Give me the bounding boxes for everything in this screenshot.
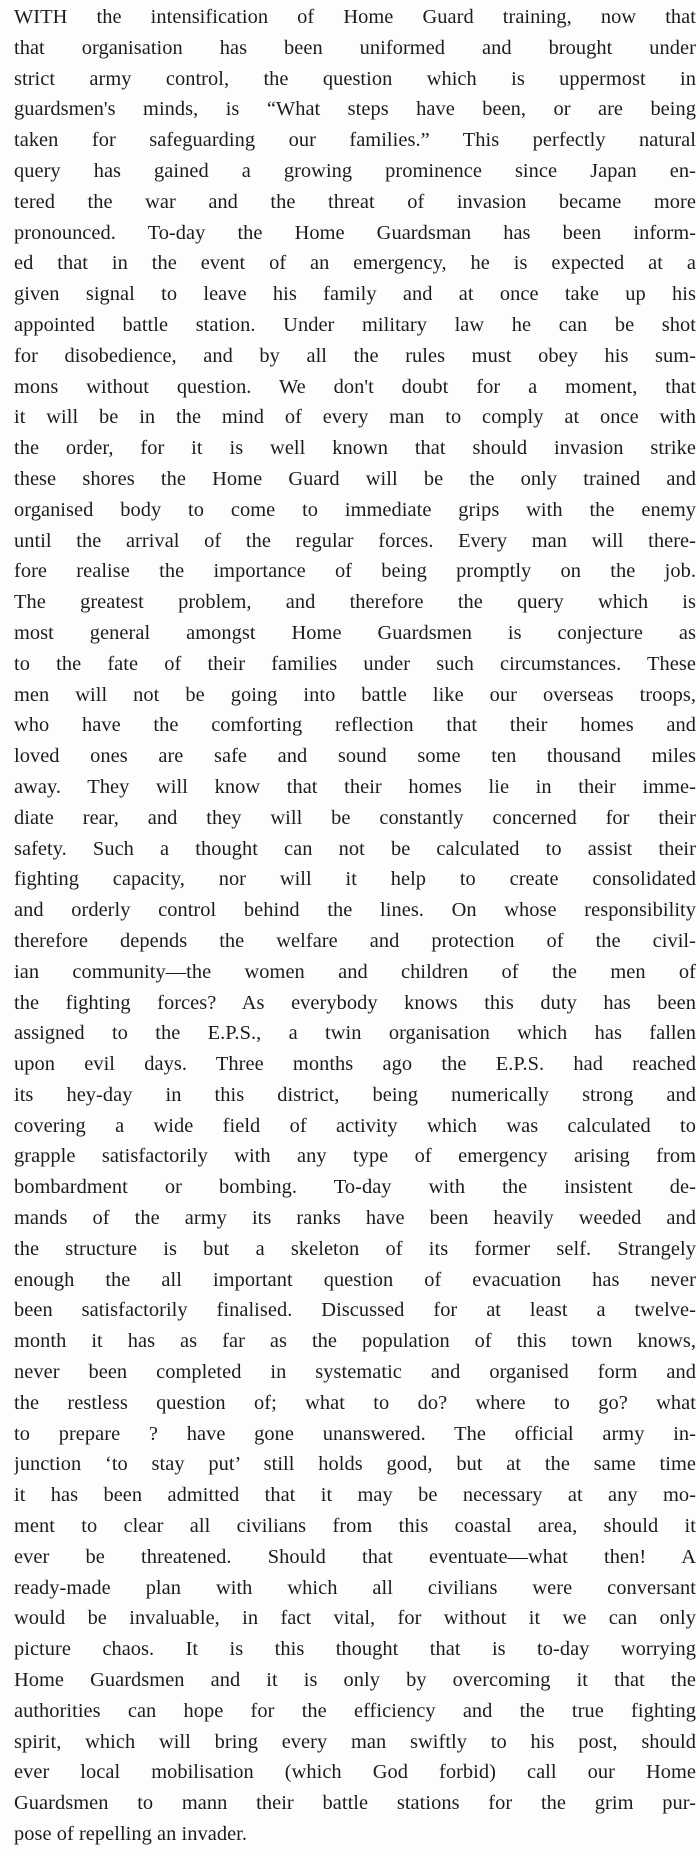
article-line: month it has as far as the population of this town knows, — [14, 1330, 696, 1353]
article-line: pronounced. To-day the Home Guardsman has been inform- — [14, 221, 696, 244]
article-line: until the arrival of the regular forces. Every man will there- — [14, 529, 696, 552]
article-line: strict army control, the question which is uppermost in — [14, 67, 696, 90]
article-line: therefore depends the welfare and protection of the civil- — [14, 929, 696, 952]
article-line: guardsmen's minds, is “What steps have been, or are being — [14, 98, 696, 121]
article-line: these shores the Home Guard will be the only trained and — [14, 467, 696, 490]
article-line: been satisfactorily finalised. Discussed for at least a twelve- — [14, 1299, 696, 1322]
article-line: ever local mobilisation (which God forbid) call our Home — [14, 1761, 696, 1784]
article-line: to the fate of their families under such circumstances. These — [14, 652, 696, 675]
article-line: tered the war and the threat of invasion became more — [14, 190, 696, 213]
article-line: given signal to leave his family and at once take up his — [14, 283, 696, 306]
article-line: the fighting forces? As everybody knows this duty has been — [14, 991, 696, 1014]
article-line: it will be in the mind of every man to comply at once with — [14, 406, 696, 429]
article-line: away. They will know that their homes lie in their imme- — [14, 775, 696, 798]
article-line: ment to clear all civilians from this coastal area, should it — [14, 1515, 696, 1538]
article-line: grapple satisfactorily with any type of emergency arising from — [14, 1145, 696, 1168]
article-line: upon evil days. Three months ago the E.P.S. had reached — [14, 1053, 696, 1076]
article-line: loved ones are safe and sound some ten thousand miles — [14, 745, 696, 768]
article-line: ian community—the women and children of the men of — [14, 960, 696, 983]
article-line: for disobedience, and by all the rules must obey his sum- — [14, 344, 696, 367]
article-line: never been completed in systematic and organised form and — [14, 1361, 696, 1384]
article-line: mands of the army its ranks have been heavily weeded and — [14, 1207, 696, 1230]
article-line: ever be threatened. Should that eventuate—what then! A — [14, 1545, 696, 1568]
article-line: fighting capacity, nor will it help to create consolidated — [14, 868, 696, 891]
article-line: it has been admitted that it may be necessary at any mo- — [14, 1484, 696, 1507]
article-line: taken for safeguarding our families.” This perfectly natural — [14, 129, 696, 152]
article-line: men will not be going into battle like our overseas troops, — [14, 683, 696, 706]
article-line: to prepare ? have gone unanswered. The official army in- — [14, 1422, 696, 1445]
article-line: enough the all important question of evacuation has never — [14, 1268, 696, 1291]
article-line: spirit, which will bring every man swiftly to his post, should — [14, 1730, 696, 1753]
article-line: and orderly control behind the lines. On whose responsibility — [14, 899, 696, 922]
article-line: covering a wide field of activity which was calculated to — [14, 1114, 696, 1137]
article-line: would be invaluable, in fact vital, for without it we can only — [14, 1607, 696, 1630]
article-line: ready-made plan with which all civilians were conversant — [14, 1576, 696, 1599]
article-line: assigned to the E.P.S., a twin organisation which has fallen — [14, 1022, 696, 1045]
article-line: fore realise the importance of being promptly on the job. — [14, 560, 696, 583]
article-column — [14, 2, 696, 1850]
article-line: picture chaos. It is this thought that is to-day worrying — [14, 1638, 696, 1661]
article-line: mons without question. We don't doubt for a moment, that — [14, 375, 696, 398]
article-line: Guardsmen to mann their battle stations for the grim pur- — [14, 1792, 696, 1815]
article-line: the structure is but a skeleton of its former self. Strangely — [14, 1237, 696, 1260]
article-line: junction ‘to stay put’ still holds good, but at the same time — [14, 1453, 696, 1476]
article-line: who have the comforting reflection that their homes and — [14, 714, 696, 737]
article-line: Home Guardsmen and it is only by overcoming it that the — [14, 1669, 696, 1692]
article-line: bombardment or bombing. To-day with the insistent de- — [14, 1176, 696, 1199]
article-line: safety. Such a thought can not be calculated to assist their — [14, 837, 696, 860]
article-line: its hey-day in this district, being numerically strong and — [14, 1083, 696, 1106]
article-line: the order, for it is well known that should invasion strike — [14, 437, 696, 460]
article-line: diate rear, and they will be constantly concerned for their — [14, 806, 696, 829]
article-line: query has gained a growing prominence since Japan en- — [14, 159, 696, 182]
article-line: authorities can hope for the efficiency and the true fighting — [14, 1699, 696, 1722]
article-line: appointed battle station. Under military law he can be shot — [14, 313, 696, 336]
article-line: that organisation has been uniformed and brought under — [14, 36, 696, 59]
article-line: WITH the intensification of Home Guard training, now that — [14, 6, 696, 28]
article-line: organised body to come to immediate grips with the enemy — [14, 498, 696, 521]
article-line: The greatest problem, and therefore the query which is — [14, 591, 696, 614]
article-line: most general amongst Home Guardsmen is conjecture as — [14, 621, 696, 644]
article-line: pose of repelling an invader. — [14, 1823, 248, 1846]
article-line: ed that in the event of an emergency, he is expected at a — [14, 252, 696, 275]
article-line: the restless question of; what to do? where to go? what — [14, 1391, 696, 1414]
